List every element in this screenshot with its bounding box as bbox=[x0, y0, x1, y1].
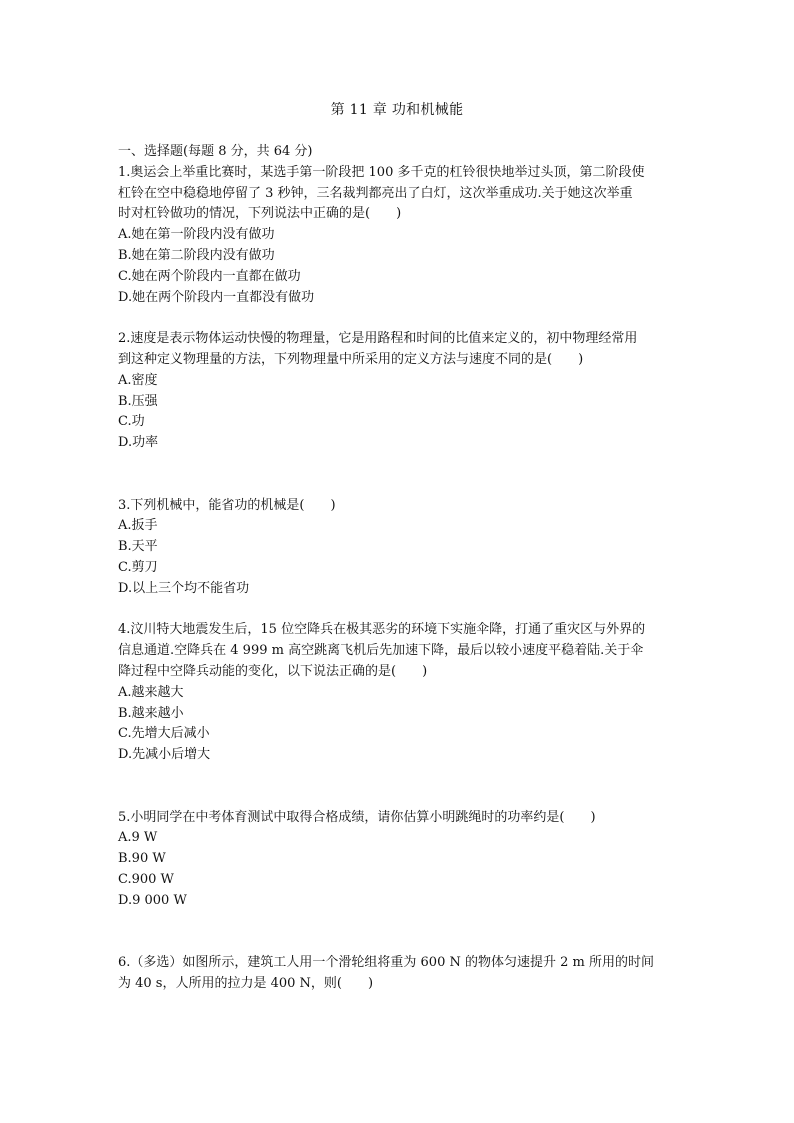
question-stem-line: 3.下列机械中，能省功的机械是( ) bbox=[118, 497, 336, 513]
question-content bbox=[118, 142, 678, 995]
answer-option: C.900 W bbox=[118, 871, 174, 887]
question-5 bbox=[118, 808, 678, 912]
answer-option: B.90 W bbox=[118, 851, 166, 867]
spacer bbox=[118, 308, 678, 329]
question-stem-line: 6.（多选）如图所示，建筑工人用一个滑轮组将重为 600 N 的物体匀速提升 2 m 所用的时间 bbox=[118, 955, 654, 971]
answer-option: B.她在第二阶段内没有做功 bbox=[118, 247, 275, 263]
answer-option: A.9 W bbox=[118, 830, 158, 846]
answer-option: D.先减小后增大 bbox=[118, 747, 211, 763]
question-4 bbox=[118, 620, 678, 766]
spacer bbox=[118, 600, 678, 621]
question-stem-line: 到这种定义物理量的方法，下列物理量中所采用的定义方法与速度不同的是( ) bbox=[118, 351, 584, 367]
answer-option: A.密度 bbox=[118, 372, 158, 388]
question-stem-line: 4.汶川特大地震发生后，15 位空降兵在极其恶劣的环境下实施伞降，打通了重灾区与外界的 bbox=[118, 622, 646, 638]
answer-option: C.剪刀 bbox=[118, 559, 158, 575]
question-stem-line: 2.速度是表示物体运动快慢的物理量，它是用路程和时间的比值来定义的，初中物理经常用 bbox=[118, 331, 638, 347]
answer-option: D.9 000 W bbox=[118, 892, 187, 908]
question-stem-line: 为 40 s，人所用的拉力是 400 N，则( ) bbox=[118, 975, 374, 991]
question-stem-line: 时对杠铃做功的情况，下列说法中正确的是( ) bbox=[118, 206, 402, 222]
answer-option: A.扳手 bbox=[118, 518, 158, 534]
answer-option: C.她在两个阶段内一直都在做功 bbox=[118, 268, 301, 284]
spacer bbox=[118, 911, 678, 953]
answer-option: B.越来越小 bbox=[118, 705, 184, 721]
answer-option: C.先增大后减小 bbox=[118, 726, 210, 742]
section-heading: 一、选择题(每题 8 分，共 64 分) bbox=[118, 144, 313, 159]
answer-option: D.功率 bbox=[118, 435, 159, 451]
question-2 bbox=[118, 329, 678, 454]
question-3 bbox=[118, 496, 678, 600]
answer-option: A.越来越大 bbox=[118, 684, 184, 700]
question-1 bbox=[118, 163, 678, 309]
question-stem-line: 降过程中空降兵动能的变化，以下说法正确的是( ) bbox=[118, 663, 428, 679]
answer-option: D.以上三个均不能省功 bbox=[118, 580, 250, 596]
answer-option: C.功 bbox=[118, 414, 145, 430]
answer-option: D.她在两个阶段内一直都没有做功 bbox=[118, 289, 315, 305]
answer-option: B.天平 bbox=[118, 539, 158, 555]
question-6 bbox=[118, 953, 678, 995]
question-stem-line: 1.奥运会上举重比赛时，某选手第一阶段把 100 多千克的杠铃很快地举过头顶，第二阶段使 bbox=[118, 164, 645, 180]
answer-option: A.她在第一阶段内没有做功 bbox=[118, 227, 275, 243]
answer-option: B.压强 bbox=[118, 393, 158, 409]
page-title: 第 11 章 功和机械能 bbox=[330, 102, 464, 118]
spacer bbox=[118, 454, 678, 496]
spacer bbox=[118, 766, 678, 808]
question-stem-line: 信息通道.空降兵在 4 999 m 高空跳离飞机后先加速下降，最后以较小速度平稳着陆.关于伞 bbox=[118, 643, 644, 659]
question-stem-line: 杠铃在空中稳稳地停留了 3 秒钟，三名裁判都亮出了白灯，这次举重成功.关于她这次举重 bbox=[118, 185, 633, 201]
question-stem-line: 5.小明同学在中考体育测试中取得合格成绩，请你估算小明跳绳时的功率约是( ) bbox=[118, 809, 596, 825]
